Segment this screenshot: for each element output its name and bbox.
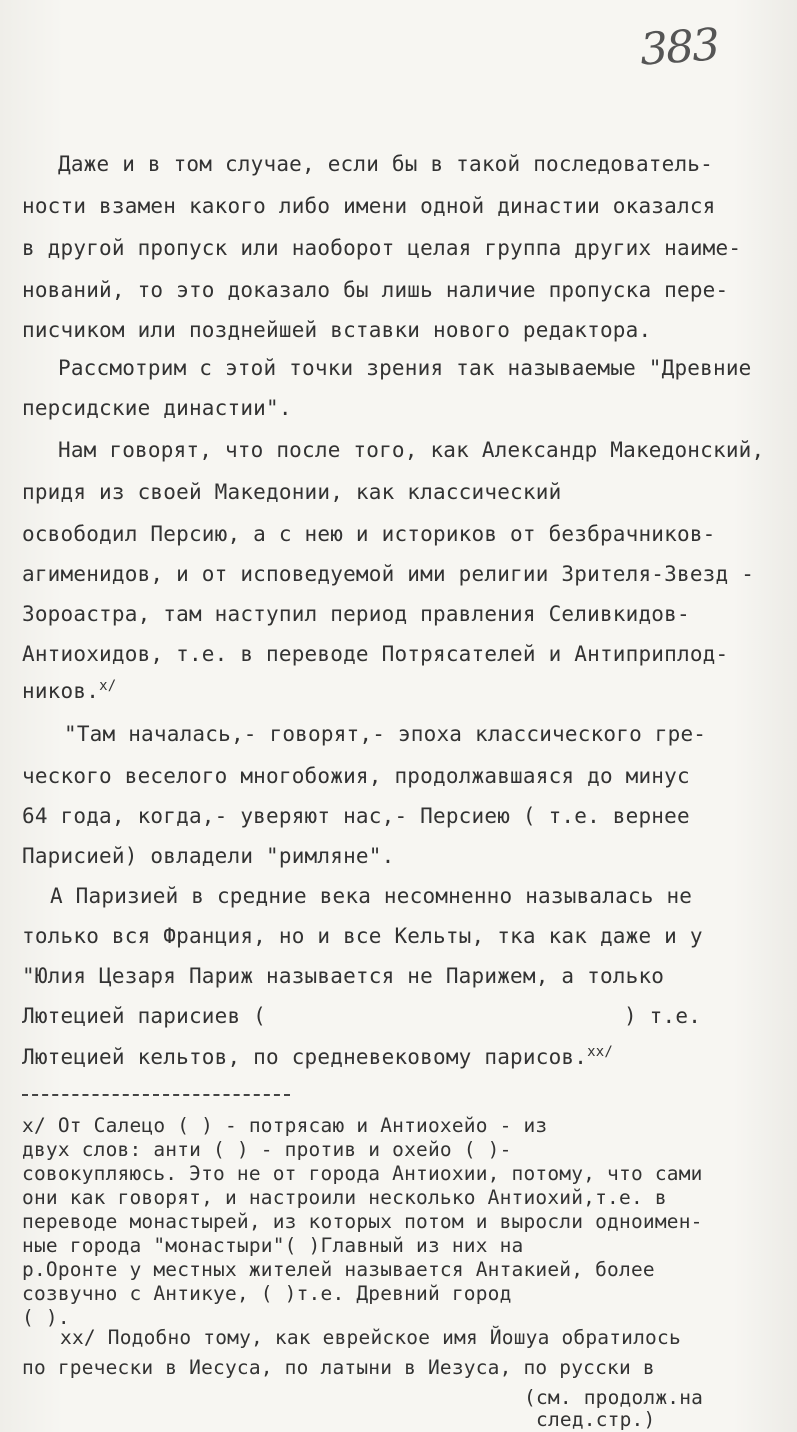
body-line: персидские династии".: [22, 396, 292, 420]
body-line-text: ников.: [22, 679, 100, 703]
body-line-text: Лютецией кельтов, по средневековому парисов.: [22, 1045, 588, 1069]
footnote-line: (см. продолж.на: [524, 1386, 704, 1409]
body-line: Зороастра, там наступил период правления Селивкидов-: [22, 602, 690, 626]
footnote-line: совокупляюсь. Это не от города Антиохии, потому, что сами: [22, 1162, 703, 1185]
body-line: ности взамен какого либо имени одной династии оказался: [22, 194, 716, 218]
body-line: [22, 1044, 613, 1069]
footnote-line: след.стр.): [536, 1408, 656, 1431]
body-line: А Паризией в средние века несомненно называлась не: [50, 884, 693, 908]
body-line: "Юлия Цезаря Париж называется не Парижем, а только: [22, 964, 665, 988]
body-line: Лютецией парисиев (: [22, 1004, 267, 1028]
body-line: агименидов, и от исповедуемой ими религии Зрителя-Звезд -: [22, 562, 755, 586]
footnote-marker-xx: xx/: [587, 1044, 613, 1060]
body-line: Рассмотрим с этой точки зрения так называемые "Древние: [58, 356, 752, 380]
body-line: писчиком или позднейшей вставки нового редактора.: [22, 318, 652, 342]
body-line: [22, 678, 116, 703]
body-line: в другой пропуск или наоборот целая группа других наиме-: [22, 236, 742, 260]
body-line: ) т.е.: [624, 1004, 702, 1028]
body-line: только вся Франция, но и все Кельты, тка как даже и у: [22, 924, 703, 948]
footnote-line: ( ).: [22, 1306, 70, 1329]
body-line: "Там началась,- говорят,- эпоха классического гре-: [64, 722, 707, 746]
footnote-line: они как говорят, и настроили несколько Антиохий,т.е. в: [22, 1186, 667, 1209]
body-line: Антиохидов, т.е. в переводе Потрясателей и Антиприплод-: [22, 642, 729, 666]
footnote-line: двух слов: анти ( ) - против и охейо ( )-: [22, 1138, 512, 1161]
footnote-line: по гречески в Иесуса, по латыни в Иезуса, по русски в: [22, 1356, 655, 1379]
footnote-marker-x: x/: [99, 678, 117, 694]
page-number: 383: [638, 19, 720, 76]
body-line: ческого веселого многобожия, продолжавшаяся до минус: [22, 764, 690, 788]
footnote-line: xx/ Подобно тому, как еврейское имя Йошуа обратилось: [60, 1326, 681, 1349]
footnote-line: x/ От Салецо ( ) - потрясаю и Антиохейо - из: [22, 1114, 548, 1137]
body-line: 64 года, когда,- уверяют нас,- Персиею ( т.е. вернее: [22, 804, 690, 828]
footnote-separator: [22, 1094, 290, 1096]
body-line: Даже и в том случае, если бы в такой последователь-: [58, 152, 713, 176]
body-line: придя из своей Македонии, как классический: [22, 480, 562, 504]
body-line: Парисией) овладели "римляне".: [22, 844, 395, 868]
footnote-line: ные города "монастыри"( )Главный из них на: [22, 1234, 524, 1257]
body-line: освободил Персию, а с нею и историков от безбрачников-: [22, 522, 716, 546]
body-line: нований, то это доказало бы лишь наличие пропуска пере-: [22, 278, 729, 302]
body-line: Нам говорят, что после того, как Александр Македонский,: [58, 438, 765, 462]
footnote-line: переводе монастырей, из которых потом и выросли одноимен-: [22, 1210, 703, 1233]
footnote-line: созвучно с Антикуе, ( )т.е. Древний город: [22, 1282, 512, 1305]
footnote-line: р.Оронте у местных жителей называется Антакией, более: [22, 1258, 655, 1281]
